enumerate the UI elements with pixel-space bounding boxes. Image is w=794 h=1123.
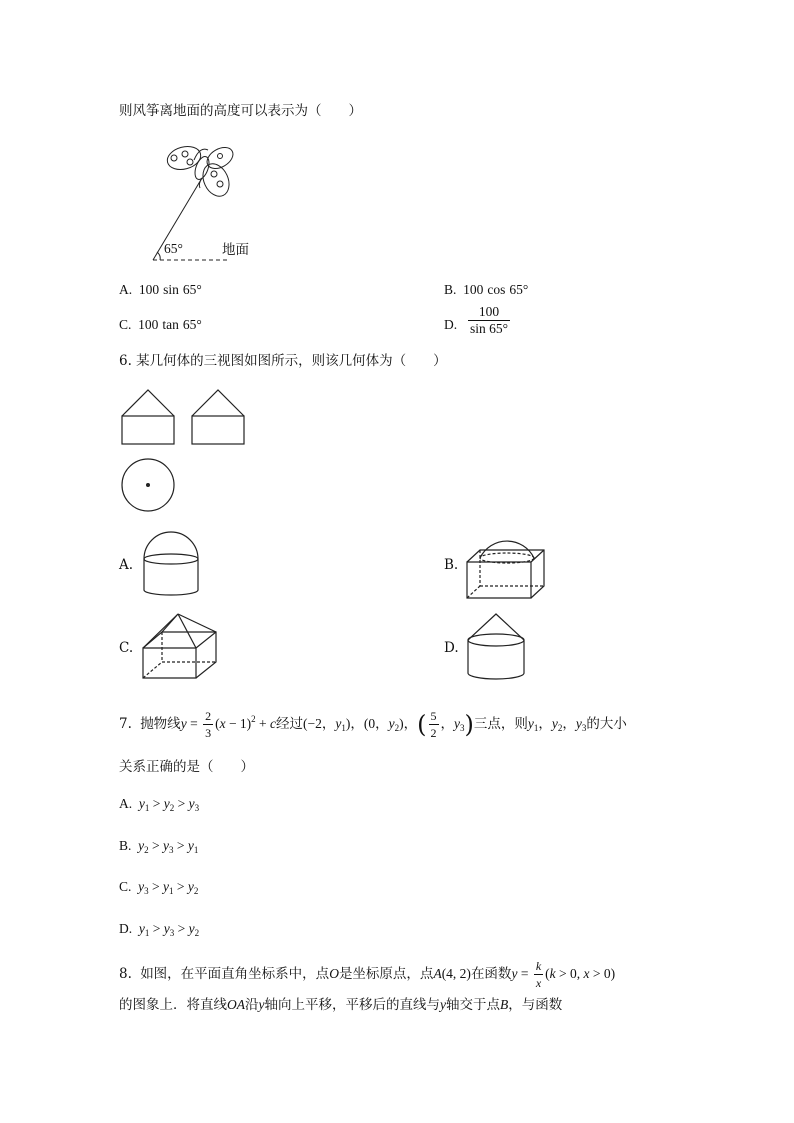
q8-stem-line1: 8. 如图，在平面直角坐标系中，点O是坐标原点，点A(4, 2)在函数y = $\frac{k}{x}$ (k > 0, x > 0) [119, 959, 616, 990]
q6-option-b-label: B. [444, 557, 459, 573]
q7-option-a: A. $y_1 > y_2 > y_3$ [119, 796, 200, 813]
q5-option-b: B. 100 cos 65° [444, 282, 529, 297]
option-b-dome-cube [464, 518, 548, 602]
kite-icon [165, 143, 237, 201]
q5-option-a: A. 100 sin 65° [119, 282, 202, 297]
option-c-pyramid-prism [140, 610, 220, 682]
q6-option-d-label: D. [444, 640, 459, 656]
option-a-dome-cylinder [140, 527, 202, 597]
q5-stem-tail: 则风筝离地面的高度可以表示为（ ） [119, 103, 362, 119]
q6-stem: 6. 某几何体的三视图如图所示，则该几何体为（ ） [119, 353, 447, 369]
q7-option-b: B. $y_2 > y_3 > y_1$ [119, 838, 199, 855]
q6-option-c-label: C. [119, 640, 134, 656]
angle-label: 65° [164, 241, 183, 256]
q7-stem-line1: 7. 抛物线y = $\frac{2}{3}$ $(x - 1)^2 + c$经过(−2，$y_1$)，(0，$y_2$)，( $\frac{5}{2}$ ，$y_3$)三点，则$y_1$，$y_2$，$y_3$的大小 [119, 709, 627, 740]
q7-stem-line2: 关系正确的是（ ） [119, 759, 254, 775]
ground-label: 地面 [222, 242, 249, 258]
q6-option-a-label: A. [119, 557, 134, 573]
three-view-figure [118, 386, 248, 511]
option-d-cone-cylinder [464, 610, 528, 682]
q7-option-c: C. $y_3 > y_1 > y_2$ [119, 879, 199, 896]
q8-stem-line2: 的图象上．将直线OA沿y轴向上平移，平移后的直线与y轴交于点B，与函数 [119, 997, 563, 1013]
q5-option-d-fraction: $\frac{100}{\sin 65^\circ}$ [470, 304, 509, 336]
q7-option-d: D. $y_1 > y_3 > y_2$ [119, 921, 200, 938]
kite-figure [140, 138, 270, 266]
q5-option-c: C. 100 tan 65° [119, 317, 202, 332]
q5-option-d-letter: D. [444, 317, 458, 332]
